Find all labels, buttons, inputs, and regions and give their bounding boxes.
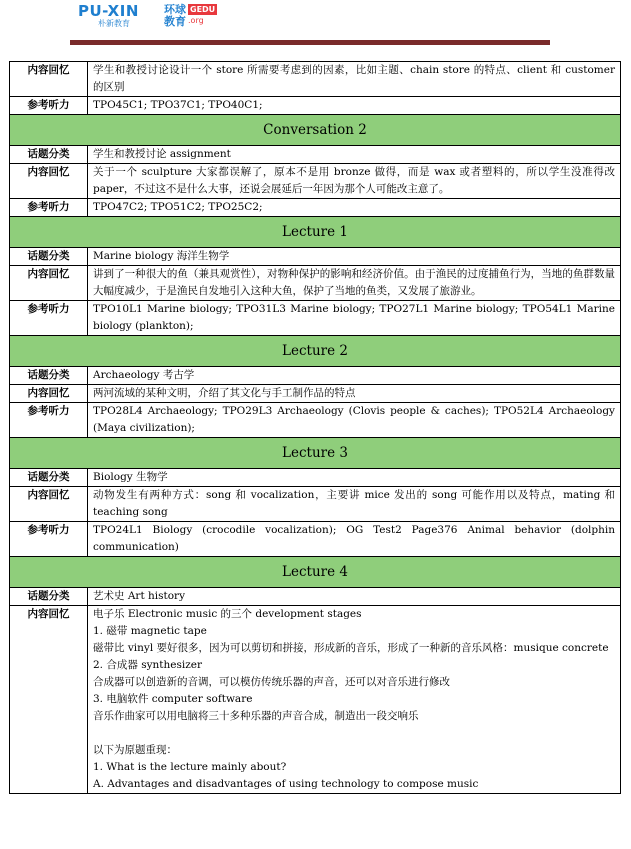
row-content: TPO45C1; TPO37C1; TPO40C1; (88, 97, 621, 115)
table-row (10, 199, 621, 217)
content-line: 1. What is the lecture mainly about? (93, 761, 287, 773)
row-label: 内容回忆 (10, 385, 88, 403)
table-row (10, 469, 621, 487)
row-label: 话题分类 (10, 588, 88, 606)
row-content: 关于一个 sculpture 大家都误解了，原本不是用 bronze 做得，而是 wax 或者塑料的，所以学生没准得改 paper，不过这不是什么大事，还说会展延后一年因为那个人可能改主意了。 (88, 164, 621, 199)
section-header-conversation-2 (10, 115, 621, 146)
section-title: Lecture 4 (10, 557, 621, 588)
row-label: 参考听力 (10, 522, 88, 557)
table-row (10, 62, 621, 97)
table-row (10, 522, 621, 557)
content-line: 电子乐 Electronic music 的三个 development stages (93, 608, 362, 620)
row-content: 学生和教授讨论设计一个 store 所需要考虑到的因素，比如主题、chain store 的特点、client 和 customer 的区别 (88, 62, 621, 97)
table-row (10, 403, 621, 438)
row-label: 话题分类 (10, 146, 88, 164)
section-title: Lecture 3 (10, 438, 621, 469)
content-line: 2. 合成器 synthesizer (93, 659, 202, 671)
table-row (10, 385, 621, 403)
table-row (10, 97, 621, 115)
content-line: A. Advantages and disadvantages of using technology to compose music (93, 778, 479, 790)
puxin-logo (78, 4, 156, 30)
table-row (10, 367, 621, 385)
section-header-lecture-2 (10, 336, 621, 367)
row-content: TPO28L4 Archaeology; TPO29L3 Archaeology (Clovis people & caches); TPO52L4 Archaeology (Maya civilization); (88, 403, 621, 438)
table-row (10, 487, 621, 522)
gedu-logo-cn-bottom: 教育 (164, 15, 186, 28)
section-title: Conversation 2 (10, 115, 621, 146)
section-header-lecture-4 (10, 557, 621, 588)
puxin-logo-subtext: 朴新教育 (98, 19, 130, 28)
row-label: 话题分类 (10, 367, 88, 385)
section-header-lecture-3 (10, 438, 621, 469)
header-divider-bar (70, 40, 550, 45)
table-row (10, 248, 621, 266)
table-row (10, 606, 621, 794)
content-line: 以下为原题重现： (93, 744, 177, 756)
row-content: 讲到了一种很大的鱼（兼具观赏性），对物种保护的影响和经济价值。由于渔民的过度捕鱼行为，当地的鱼群数量大幅度减少，于是渔民自发地引入这种大鱼，保护了当地的鱼类，又发展了旅游业。 (88, 266, 621, 301)
row-content: Marine biology 海洋生物学 (88, 248, 621, 266)
row-content: Biology 生物学 (88, 469, 621, 487)
table-row (10, 266, 621, 301)
row-label: 内容回忆 (10, 62, 88, 97)
row-label: 内容回忆 (10, 606, 88, 794)
row-content: TPO10L1 Marine biology; TPO31L3 Marine biology; TPO27L1 Marine biology; TPO54L1 Marine biology (plankton); (88, 301, 621, 336)
table-row (10, 588, 621, 606)
row-content: 艺术史 Art history (88, 588, 621, 606)
gedu-logo-badge: GEDU (190, 5, 216, 14)
row-content: TPO47C2; TPO51C2; TPO25C2; (88, 199, 621, 217)
listening-recall-table (9, 61, 621, 794)
lecture4-content (88, 606, 621, 794)
section-title: Lecture 1 (10, 217, 621, 248)
content-line: 3. 电脑软件 computer software (93, 693, 253, 705)
row-label: 参考听力 (10, 97, 88, 115)
row-label: 参考听力 (10, 301, 88, 336)
table-row (10, 146, 621, 164)
row-label: 参考听力 (10, 403, 88, 438)
content-line: 磁带比 vinyl 要好很多，因为可以剪切和拼接，形成新的音乐，形成了一种新的音乐风格：musique concrete (93, 642, 609, 654)
row-label: 内容回忆 (10, 266, 88, 301)
content-line: 音乐作曲家可以用电脑将三十多种乐器的声音合成，制造出一段交响乐 (93, 710, 419, 722)
row-label: 内容回忆 (10, 164, 88, 199)
row-label: 参考听力 (10, 199, 88, 217)
content-line: 1. 磁带 magnetic tape (93, 625, 207, 637)
row-label: 内容回忆 (10, 487, 88, 522)
row-content: Archaeology 考古学 (88, 367, 621, 385)
section-header-lecture-1 (10, 217, 621, 248)
puxin-logo-text: PU-XIN (78, 2, 139, 20)
table-row (10, 164, 621, 199)
table-row (10, 301, 621, 336)
gedu-logo (164, 4, 217, 30)
content-line (93, 725, 615, 742)
row-content: 学生和教授讨论 assignment (88, 146, 621, 164)
gedu-logo-cn-top: 环球 (164, 3, 186, 16)
content-line: 合成器可以创造新的音调，可以模仿传统乐器的声音，还可以对音乐进行修改 (93, 676, 450, 688)
gedu-logo-org: .org (188, 16, 204, 25)
page-header (0, 0, 631, 50)
row-label: 话题分类 (10, 248, 88, 266)
row-label: 话题分类 (10, 469, 88, 487)
row-content: TPO24L1 Biology (crocodile vocalization); OG Test2 Page376 Animal behavior (dolphin communication) (88, 522, 621, 557)
row-content: 两河流域的某种文明，介绍了其文化与手工制作品的特点 (88, 385, 621, 403)
row-content: 动物发生有两种方式：song 和 vocalization，主要讲 mice 发出的 song 可能作用以及特点，mating 和 teaching song (88, 487, 621, 522)
section-title: Lecture 2 (10, 336, 621, 367)
